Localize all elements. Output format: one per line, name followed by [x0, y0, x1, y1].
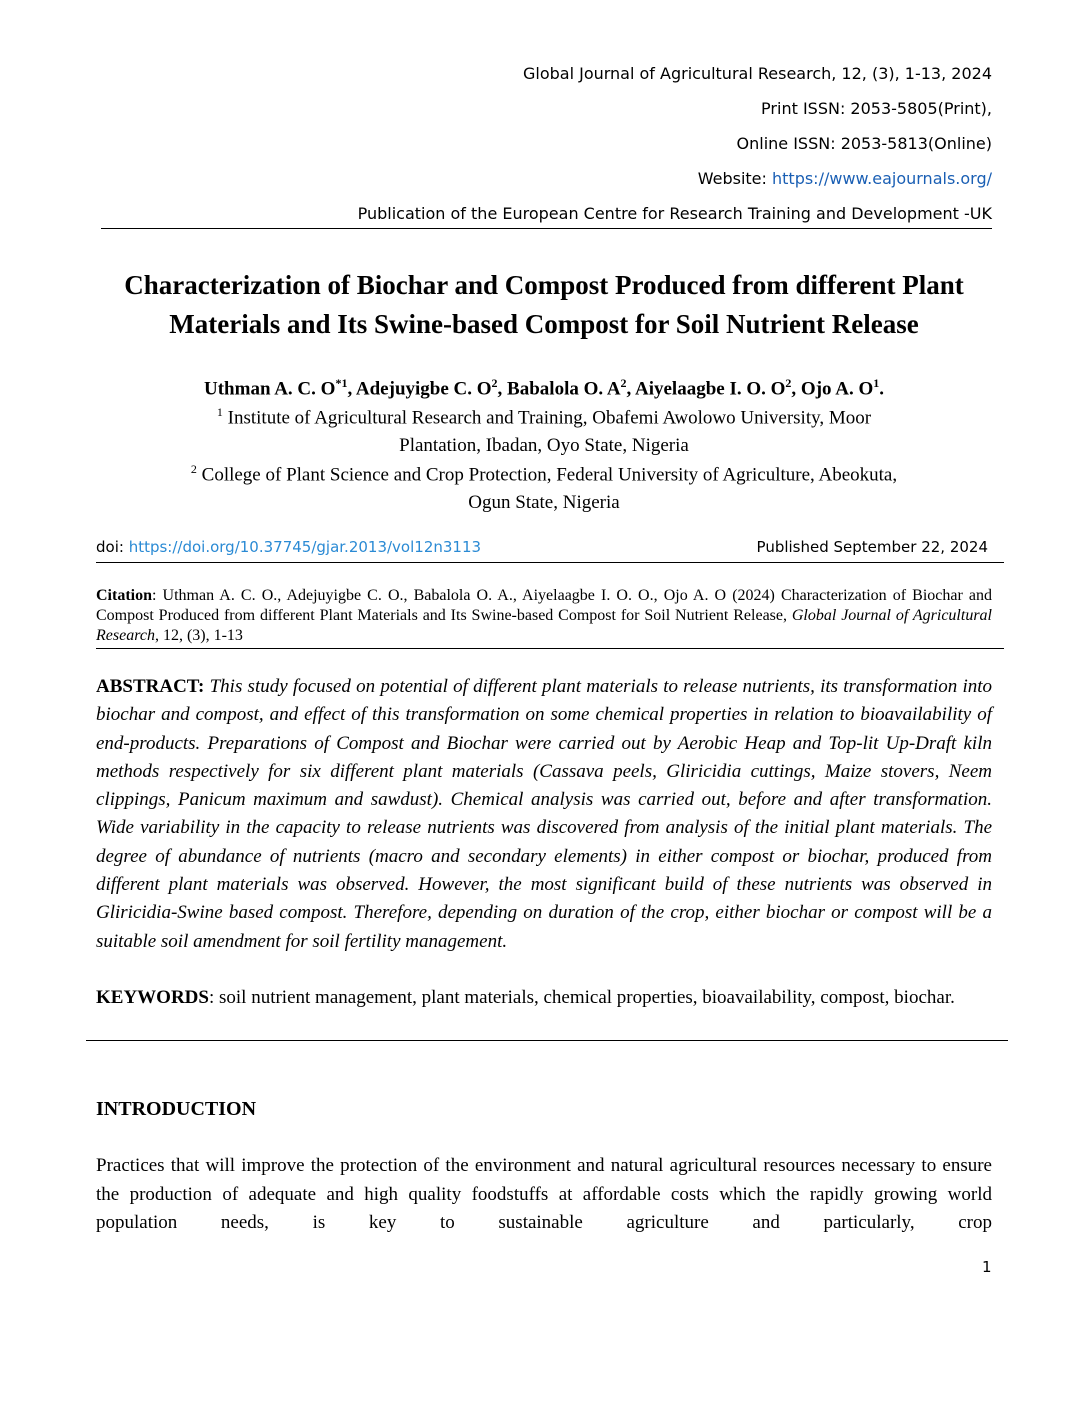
citation-text: : Uthman A. C. O., Adejuyigbe C. O., Babalola O. A., Aiyelaagbe I. O. O., Ojo A. O (2024) Characterization of Biochar and Compost Produced from different Plant Materials and Its Swine-based Compost for Soil Nutrient Release,: [96, 587, 992, 624]
keywords-label: KEYWORDS: [96, 987, 209, 1008]
affiliation-number: 1: [216, 405, 223, 419]
publisher-line: Publication of the European Centre for Research Training and Development -UK: [357, 204, 992, 223]
author-affiliation-mark: 2: [620, 376, 627, 390]
website-line: [698, 169, 992, 188]
published-date: Published September 22, 2024: [756, 538, 988, 556]
affiliation-text: College of Plant Science and Crop Protection, Federal University of Agriculture, Abeokuta,: [196, 464, 898, 486]
author-separator: .: [879, 378, 884, 400]
author-separator: ,: [626, 378, 635, 400]
keywords-text: : soil nutrient management, plant materials, chemical properties, bioavailability, compost, biochar.: [208, 987, 955, 1008]
citation-label: Citation: [96, 587, 152, 604]
affiliation-2: [96, 455, 992, 517]
doi-divider: [96, 562, 1004, 563]
author-name: Ojo A. O: [800, 378, 874, 400]
citation-divider: [96, 648, 1004, 649]
abstract-divider: [86, 1040, 1008, 1041]
author-name: Babalola O. A: [507, 378, 621, 400]
website-link[interactable]: https://www.eajournals.org/: [772, 169, 992, 188]
header-divider: [101, 228, 992, 229]
author-affiliation-mark: 2: [785, 376, 792, 390]
author-name: Uthman A. C. O: [204, 378, 336, 400]
section-heading-introduction: INTRODUCTION: [96, 1098, 257, 1120]
title-line-1: Characterization of Biochar and Compost Produced from different Plant: [124, 270, 964, 300]
affiliation-1: [96, 398, 992, 460]
doi-link[interactable]: https://doi.org/10.37745/gjar.2013/vol12n3113: [128, 538, 482, 556]
author-separator: ,: [347, 378, 356, 400]
author-name: Adejuyigbe C. O: [355, 378, 492, 400]
title-line-2: Materials and Its Swine-based Compost for Soil Nutrient Release: [169, 309, 919, 339]
keywords-block: [96, 984, 992, 1012]
abstract-block: [96, 673, 992, 956]
citation-tail: , 12, (3), 1-13: [154, 627, 243, 644]
paper-title: [90, 266, 998, 344]
journal-citation-line: Global Journal of Agricultural Research, 12, (3), 1-13, 2024: [522, 64, 992, 83]
author-separator: ,: [791, 378, 801, 400]
affiliation-number: 2: [190, 462, 197, 476]
author-name: Aiyelaagbe I. O. O: [635, 378, 786, 400]
doi-row: [96, 538, 988, 556]
online-issn: Online ISSN: 2053-5813(Online): [736, 134, 992, 153]
doi-label: doi:: [96, 538, 129, 556]
print-issn: Print ISSN: 2053-5805(Print),: [761, 99, 992, 118]
author-separator: ,: [497, 378, 508, 400]
citation-journal: Global Journal of Agricultural Research: [96, 607, 992, 644]
website-label: Website:: [697, 169, 772, 188]
author-affiliation-mark: 1: [873, 376, 880, 390]
author-affiliation-mark: 2: [491, 376, 498, 390]
affiliation-text: Institute of Agricultural Research and Training, Obafemi Awolowo University, Moor: [222, 407, 872, 429]
abstract-text: This study focused on potential of different plant materials to release nutrients, its transformation into biochar and compost, and effect of this transformation on some chemical properties in relation to bioavailability of end-products. Preparations of Compost and Biochar were carried out by Aerobic Heap and Top-lit Up-Draft kiln methods respectively for six different plant materials (Cassava peels, Gliricidia cuttings, Maize stovers, Neem clippings, Panicum maximum and sawdust). Chemical analysis was carried out, before and after transformation. Wide variability in the capacity to release nutrients was discovered from analysis of the initial plant materials. The degree of abundance of nutrients (macro and secondary elements) in either compost or biochar, produced from different plant materials was observed. However, the most significant build of these nutrients was observed in Gliricidia-Swine based compost. Therefore, depending on duration of the crop, either biochar or compost will be a suitable soil amendment for soil fertility management.: [96, 676, 993, 952]
affiliation-text: Plantation, Ibadan, Oyo State, Nigeria: [399, 435, 689, 457]
citation-block: [96, 586, 992, 646]
abstract-label: ABSTRACT:: [96, 676, 205, 697]
affiliation-text: Ogun State, Nigeria: [468, 492, 620, 514]
introduction-paragraph: Practices that will improve the protection of the environment and natural agricultural resources necessary to ensure the production of adequate and high quality foodstuffs at affordable costs which the rapidly growing world population needs, is key to sustainable agriculture and particularly, crop: [96, 1155, 992, 1233]
author-affiliation-mark: *1: [335, 376, 348, 390]
page-number: 1: [982, 1258, 992, 1276]
